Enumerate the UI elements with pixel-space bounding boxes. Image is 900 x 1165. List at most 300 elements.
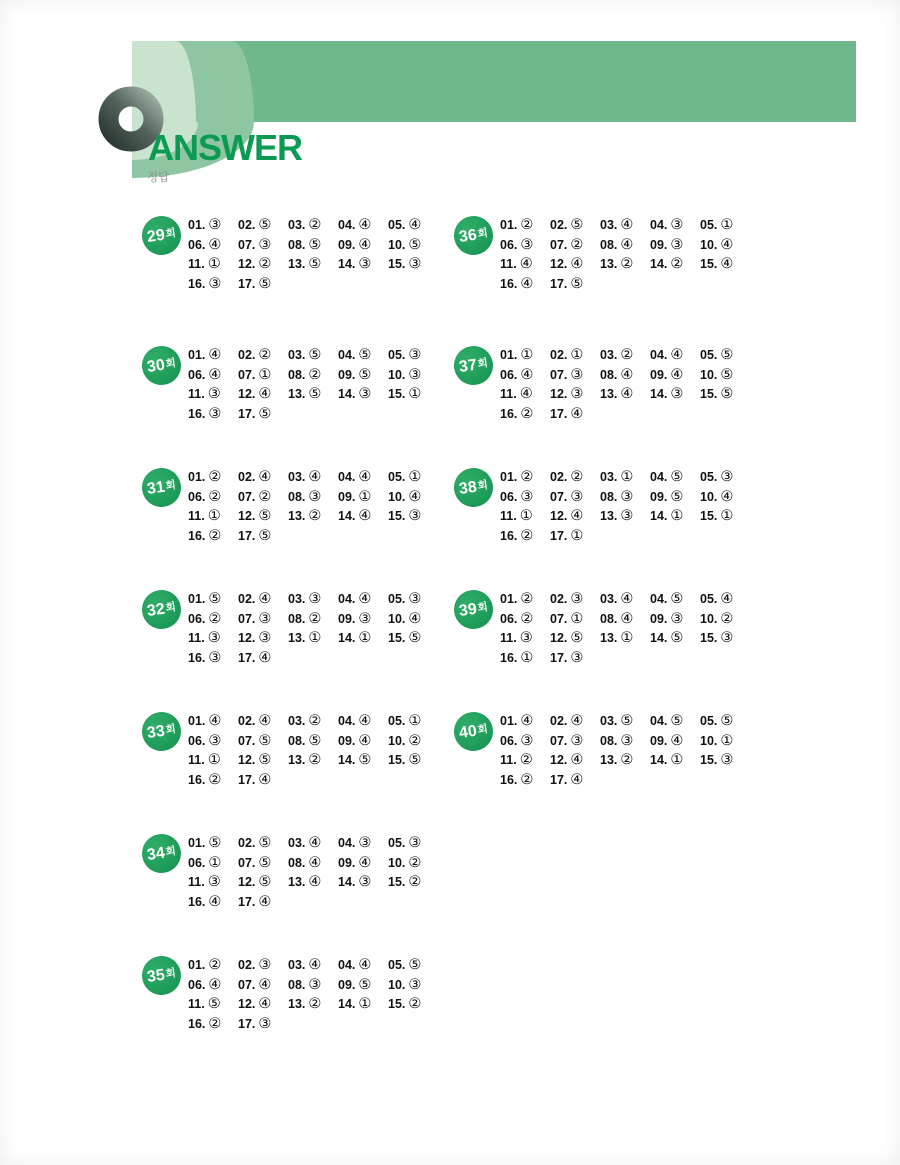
question-number: 15. xyxy=(388,753,406,768)
answer-item xyxy=(650,215,700,235)
question-number: 08. xyxy=(288,611,306,626)
answer-item xyxy=(188,628,238,648)
answer-choice: ③ xyxy=(670,386,684,403)
answer-item xyxy=(388,365,438,385)
answer-item xyxy=(288,833,338,853)
answer-item xyxy=(238,467,288,487)
question-number: 05. xyxy=(700,591,718,606)
answer-item xyxy=(288,750,338,770)
question-number: 04. xyxy=(650,713,668,728)
answer-item xyxy=(288,628,338,648)
answer-item xyxy=(600,235,650,255)
question-number: 02. xyxy=(238,591,256,606)
question-number: 08. xyxy=(288,977,306,992)
answer-item xyxy=(338,955,388,975)
answer-choice: ④ xyxy=(620,236,634,253)
question-number: 03. xyxy=(288,835,306,850)
question-number: 12. xyxy=(550,257,568,272)
question-number: 09. xyxy=(338,489,356,504)
answer-item xyxy=(388,345,438,365)
answer-item xyxy=(188,274,238,294)
answer-item xyxy=(500,365,550,385)
question-number: 09. xyxy=(338,733,356,748)
answer-item xyxy=(700,628,750,648)
answer-item xyxy=(338,384,388,404)
answer-item xyxy=(338,467,388,487)
answer-choice: ⑤ xyxy=(358,752,372,769)
answer-choice: ② xyxy=(308,752,322,769)
answer-choice: ② xyxy=(408,732,422,749)
answer-item xyxy=(238,1014,288,1034)
answer-choice: ② xyxy=(408,854,422,871)
question-number: 03. xyxy=(288,957,306,972)
answer-item xyxy=(600,215,650,235)
answer-item xyxy=(700,487,750,507)
answer-item xyxy=(550,609,600,629)
answer-choice: ④ xyxy=(519,256,533,273)
answer-choice: ① xyxy=(720,216,734,233)
answer-choice: ③ xyxy=(620,488,634,505)
answer-choice: ③ xyxy=(570,649,584,666)
answer-choice: ⑤ xyxy=(670,468,684,485)
answer-item xyxy=(238,235,288,255)
round-number: 36 xyxy=(457,226,478,246)
answer-choice: ⑤ xyxy=(308,256,322,273)
round-suffix: 회 xyxy=(164,967,177,981)
answer-choice: ⑤ xyxy=(258,854,272,871)
answer-choice: ② xyxy=(570,236,584,253)
question-number: 12. xyxy=(238,387,256,402)
question-number: 17. xyxy=(238,650,256,665)
question-number: 02. xyxy=(550,469,568,484)
question-number: 15. xyxy=(388,631,406,646)
question-number: 04. xyxy=(338,347,356,362)
question-number: 02. xyxy=(238,217,256,232)
answer-choice: ① xyxy=(670,508,684,525)
answer-choice: ⑤ xyxy=(208,590,222,607)
answer-item xyxy=(338,872,388,892)
answer-choice: ④ xyxy=(258,712,272,729)
round-suffix: 회 xyxy=(476,723,489,737)
answer-item xyxy=(700,711,750,731)
answer-choice: ④ xyxy=(570,752,584,769)
answer-item xyxy=(650,384,700,404)
question-number: 12. xyxy=(238,257,256,272)
answer-choice: ④ xyxy=(308,834,322,851)
question-number: 11. xyxy=(188,387,205,402)
answer-choice: ③ xyxy=(208,649,222,666)
question-number: 09. xyxy=(338,611,356,626)
answer-item xyxy=(550,235,600,255)
question-number: 02. xyxy=(550,347,568,362)
question-number: 07. xyxy=(238,367,256,382)
answer-item xyxy=(500,384,550,404)
question-number: 11. xyxy=(500,753,517,768)
question-number: 06. xyxy=(188,977,206,992)
round-suffix: 회 xyxy=(164,601,177,615)
answer-item xyxy=(500,526,550,546)
answer-item xyxy=(550,274,600,294)
answer-choice: ③ xyxy=(207,874,221,891)
question-number: 11. xyxy=(188,997,205,1012)
round-badge xyxy=(139,953,183,997)
question-number: 13. xyxy=(600,753,618,768)
answer-item xyxy=(188,872,238,892)
question-number: 14. xyxy=(338,257,356,272)
answer-choice: ④ xyxy=(620,366,634,383)
question-number: 06. xyxy=(500,237,518,252)
answer-item xyxy=(288,365,338,385)
answer-item xyxy=(188,254,238,274)
question-number: 17. xyxy=(550,276,568,291)
answer-item xyxy=(188,750,238,770)
question-number: 07. xyxy=(550,367,568,382)
question-number: 06. xyxy=(188,489,206,504)
answer-choice: ② xyxy=(520,527,534,544)
answer-choice: ④ xyxy=(408,216,422,233)
answer-choice: ③ xyxy=(358,610,372,627)
question-number: 06. xyxy=(188,367,206,382)
question-number: 11. xyxy=(188,753,205,768)
answer-item xyxy=(650,235,700,255)
answer-choice: ⑤ xyxy=(358,976,372,993)
question-number: 08. xyxy=(600,733,618,748)
answer-item xyxy=(188,235,238,255)
answer-choice: ⑤ xyxy=(358,366,372,383)
answer-item xyxy=(388,589,438,609)
question-number: 16. xyxy=(500,650,518,665)
question-number: 14. xyxy=(650,753,668,768)
answer-item xyxy=(500,274,550,294)
answer-item xyxy=(288,609,338,629)
question-number: 05. xyxy=(388,347,406,362)
answer-item xyxy=(338,628,388,648)
question-number: 14. xyxy=(338,997,356,1012)
question-number: 12. xyxy=(550,631,568,646)
round-number: 37 xyxy=(457,356,478,376)
answer-choice: ① xyxy=(720,508,734,525)
round-number: 34 xyxy=(145,844,166,864)
question-number: 13. xyxy=(600,509,618,524)
answer-choice: ③ xyxy=(408,256,422,273)
answer-choice: ④ xyxy=(519,386,533,403)
answer-item xyxy=(338,215,388,235)
answer-choice: ⑤ xyxy=(408,956,422,973)
answer-item xyxy=(238,254,288,274)
round-badge xyxy=(139,465,183,509)
answer-item xyxy=(288,975,338,995)
answer-item xyxy=(700,345,750,365)
answer-choice: ② xyxy=(258,488,272,505)
answer-item xyxy=(650,345,700,365)
question-number: 15. xyxy=(700,509,718,524)
round-suffix: 회 xyxy=(164,845,177,859)
answer-choice: ② xyxy=(620,346,634,363)
question-number: 04. xyxy=(338,835,356,850)
question-number: 14. xyxy=(650,509,668,524)
answer-choice: ① xyxy=(208,854,222,871)
answer-choice: ② xyxy=(308,996,322,1013)
question-number: 12. xyxy=(238,631,256,646)
question-number: 17. xyxy=(238,894,256,909)
question-number: 12. xyxy=(550,753,568,768)
answer-choice: ④ xyxy=(620,610,634,627)
answer-choice: ④ xyxy=(208,712,222,729)
question-number: 09. xyxy=(338,855,356,870)
question-number: 17. xyxy=(238,1016,256,1031)
answer-item xyxy=(338,731,388,751)
answer-item xyxy=(650,589,700,609)
question-number: 01. xyxy=(500,217,518,232)
question-number: 13. xyxy=(288,509,306,524)
answer-item xyxy=(600,487,650,507)
answer-choice: ① xyxy=(570,527,584,544)
round-number: 30 xyxy=(145,356,166,376)
answer-item xyxy=(288,384,338,404)
question-number: 07. xyxy=(550,237,568,252)
question-number: 15. xyxy=(700,753,718,768)
answer-choice: ④ xyxy=(258,649,272,666)
answer-choice: ② xyxy=(258,256,272,273)
answer-choice: ⑤ xyxy=(720,712,734,729)
answer-item xyxy=(550,506,600,526)
question-number: 16. xyxy=(188,772,206,787)
question-number: 03. xyxy=(288,347,306,362)
answer-choice: ③ xyxy=(258,236,272,253)
question-number: 09. xyxy=(338,237,356,252)
answer-choice: ③ xyxy=(570,732,584,749)
question-number: 03. xyxy=(600,217,618,232)
answer-choice: ④ xyxy=(208,346,222,363)
answer-list xyxy=(188,345,448,424)
answer-choice: ① xyxy=(258,366,272,383)
answer-item xyxy=(600,609,650,629)
question-number: 11. xyxy=(188,875,205,890)
answer-item xyxy=(550,648,600,668)
answer-choice: ⑤ xyxy=(258,732,272,749)
round-number: 39 xyxy=(457,600,478,620)
question-number: 09. xyxy=(650,611,668,626)
answer-choice: ③ xyxy=(207,386,221,403)
answer-item xyxy=(600,384,650,404)
answer-item xyxy=(700,589,750,609)
answer-item xyxy=(550,770,600,790)
question-number: 10. xyxy=(700,733,718,748)
answer-item xyxy=(500,506,550,526)
question-number: 14. xyxy=(338,875,356,890)
question-number: 14. xyxy=(338,753,356,768)
answer-list xyxy=(500,215,760,294)
question-number: 05. xyxy=(388,469,406,484)
answer-choice: ⑤ xyxy=(258,216,272,233)
question-number: 07. xyxy=(238,489,256,504)
answer-item xyxy=(238,487,288,507)
answer-item xyxy=(338,975,388,995)
answer-item xyxy=(338,711,388,731)
question-number: 10. xyxy=(700,489,718,504)
answer-item xyxy=(650,628,700,648)
question-number: 02. xyxy=(238,835,256,850)
answer-choice: ① xyxy=(720,732,734,749)
question-number: 04. xyxy=(338,957,356,972)
answer-item xyxy=(550,467,600,487)
answer-choice: ③ xyxy=(520,732,534,749)
answer-item xyxy=(188,853,238,873)
answer-choice: ② xyxy=(520,771,534,788)
question-number: 02. xyxy=(550,713,568,728)
question-number: 01. xyxy=(188,591,206,606)
answer-choice: ③ xyxy=(620,732,634,749)
answer-item xyxy=(188,215,238,235)
answer-item xyxy=(288,872,338,892)
answer-item xyxy=(238,994,288,1014)
question-number: 15. xyxy=(388,509,406,524)
answer-item xyxy=(238,770,288,790)
answer-choice: ④ xyxy=(670,732,684,749)
round-suffix: 회 xyxy=(476,479,489,493)
answer-choice: ④ xyxy=(308,854,322,871)
question-number: 03. xyxy=(600,713,618,728)
page-title: ANSWER xyxy=(148,127,302,168)
answer-choice: ③ xyxy=(570,366,584,383)
answer-item xyxy=(188,648,238,668)
answer-item xyxy=(238,853,288,873)
question-number: 04. xyxy=(650,347,668,362)
answer-item xyxy=(288,254,338,274)
answer-choice: ③ xyxy=(258,956,272,973)
round-badge xyxy=(139,587,183,631)
answer-choice: ⑤ xyxy=(258,527,272,544)
answer-item xyxy=(650,506,700,526)
answer-item xyxy=(238,731,288,751)
answer-item xyxy=(600,589,650,609)
answer-item xyxy=(600,254,650,274)
question-number: 03. xyxy=(600,591,618,606)
answer-item xyxy=(338,345,388,365)
answer-choice: ④ xyxy=(358,216,372,233)
question-number: 03. xyxy=(288,713,306,728)
header-banner xyxy=(132,41,856,122)
answer-choice: ③ xyxy=(570,386,584,403)
answer-item xyxy=(388,975,438,995)
question-number: 09. xyxy=(650,367,668,382)
answer-choice: ① xyxy=(207,508,221,525)
answer-choice: ⑤ xyxy=(670,712,684,729)
question-number: 09. xyxy=(338,367,356,382)
question-number: 01. xyxy=(500,469,518,484)
answer-item xyxy=(288,853,338,873)
answer-choice: ④ xyxy=(670,366,684,383)
answer-choice: ④ xyxy=(720,256,734,273)
answer-item xyxy=(650,254,700,274)
answer-item xyxy=(188,1014,238,1034)
answer-item xyxy=(338,235,388,255)
answer-choice: ⑤ xyxy=(570,216,584,233)
answer-item xyxy=(188,711,238,731)
answer-choice: ② xyxy=(620,256,634,273)
answer-choice: ③ xyxy=(208,732,222,749)
answer-choice: ② xyxy=(308,508,322,525)
answer-item xyxy=(238,833,288,853)
answer-choice: ② xyxy=(520,610,534,627)
question-number: 02. xyxy=(550,591,568,606)
question-number: 06. xyxy=(188,733,206,748)
question-number: 11. xyxy=(188,257,205,272)
question-number: 17. xyxy=(238,406,256,421)
answer-choice: ② xyxy=(208,468,222,485)
answer-item xyxy=(388,994,438,1014)
answer-choice: ④ xyxy=(620,590,634,607)
question-number: 12. xyxy=(238,753,256,768)
answer-choice: ③ xyxy=(720,752,734,769)
round-number: 33 xyxy=(145,722,166,742)
answer-item xyxy=(238,365,288,385)
answer-item xyxy=(288,487,338,507)
question-number: 10. xyxy=(700,611,718,626)
round-suffix: 회 xyxy=(476,601,489,615)
answer-item xyxy=(188,975,238,995)
answer-choice: ③ xyxy=(308,488,322,505)
question-number: 11. xyxy=(500,257,517,272)
answer-list xyxy=(188,215,448,294)
round-suffix: 회 xyxy=(476,357,489,371)
question-number: 13. xyxy=(288,631,306,646)
question-number: 15. xyxy=(388,387,406,402)
answer-item xyxy=(500,648,550,668)
answer-item xyxy=(500,345,550,365)
question-number: 16. xyxy=(188,650,206,665)
answer-choice: ② xyxy=(258,346,272,363)
answer-item xyxy=(238,589,288,609)
answer-list xyxy=(500,467,760,546)
answer-choice: ② xyxy=(208,610,222,627)
answer-item xyxy=(650,731,700,751)
answer-choice: ③ xyxy=(208,216,222,233)
answer-list xyxy=(188,711,448,790)
answer-choice: ④ xyxy=(570,712,584,729)
answer-choice: ⑤ xyxy=(670,630,684,647)
answer-item xyxy=(388,254,438,274)
answer-choice: ③ xyxy=(408,590,422,607)
question-number: 16. xyxy=(188,894,206,909)
answer-item xyxy=(600,345,650,365)
answer-item xyxy=(700,750,750,770)
round-number: 40 xyxy=(457,722,478,742)
answer-choice: ① xyxy=(520,346,534,363)
answer-choice: ② xyxy=(208,771,222,788)
answer-list xyxy=(500,345,760,424)
answer-choice: ⑤ xyxy=(258,874,272,891)
answer-item xyxy=(388,506,438,526)
answer-choice: ① xyxy=(408,712,422,729)
answer-choice: ④ xyxy=(520,366,534,383)
answer-choice: ⑤ xyxy=(408,630,422,647)
answer-item xyxy=(550,254,600,274)
round-suffix: 회 xyxy=(164,479,177,493)
answer-choice: ⑤ xyxy=(408,236,422,253)
answer-item xyxy=(388,215,438,235)
question-number: 03. xyxy=(600,347,618,362)
answer-item xyxy=(338,853,388,873)
answer-choice: ① xyxy=(308,630,322,647)
question-number: 13. xyxy=(288,753,306,768)
question-number: 14. xyxy=(338,509,356,524)
answer-choice: ④ xyxy=(520,275,534,292)
answer-choice: ④ xyxy=(670,346,684,363)
answer-choice: ① xyxy=(570,346,584,363)
answer-choice: ⑤ xyxy=(308,386,322,403)
answer-choice: ③ xyxy=(720,468,734,485)
